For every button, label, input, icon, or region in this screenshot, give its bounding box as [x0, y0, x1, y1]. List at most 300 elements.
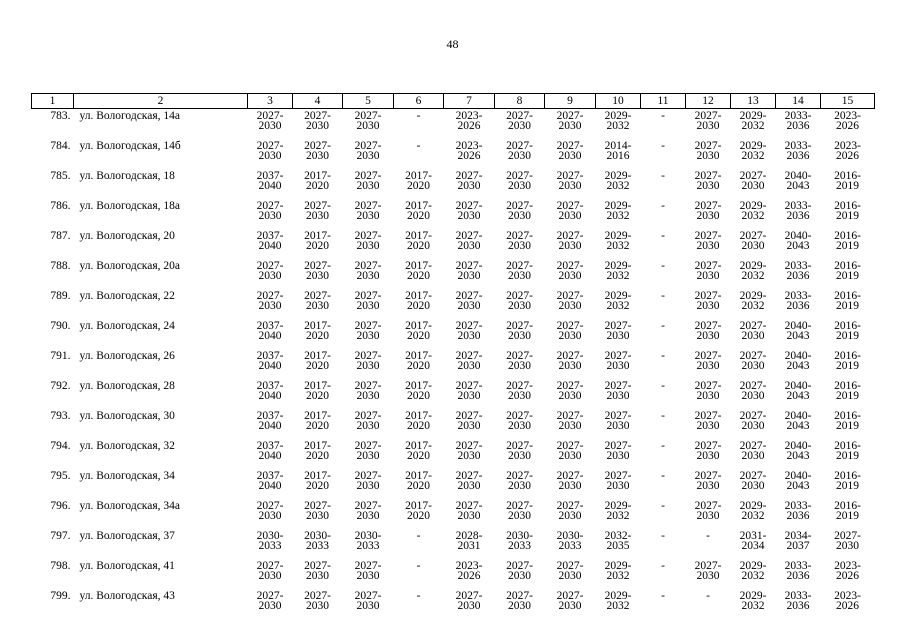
period-end: 2040 — [258, 360, 282, 372]
period-start: - — [416, 140, 421, 152]
period-start: - — [661, 380, 665, 392]
address-cell: ул. Вологодская, 24 — [79, 320, 175, 332]
period-cell — [776, 229, 821, 259]
period-cell — [444, 589, 495, 619]
period-end: 2019 — [836, 420, 859, 432]
period-cell — [394, 409, 444, 439]
period-start: - — [661, 260, 665, 272]
period-end: 2043 — [786, 360, 810, 372]
period-start: 2027- — [256, 590, 284, 602]
period-cell — [248, 319, 293, 349]
period-end: 2019 — [836, 450, 859, 462]
period-cell — [343, 379, 394, 409]
period-end: 2030 — [741, 180, 765, 192]
period-start: 2017- — [405, 350, 432, 362]
period-start: 2027- — [694, 410, 722, 422]
column-header: 2 — [74, 94, 248, 109]
period-start: 2029- — [604, 290, 632, 302]
period-end: 2030 — [356, 600, 380, 612]
period-start: 2027- — [556, 320, 584, 332]
period-cell — [248, 529, 293, 559]
address-cell: ул. Вологодская, 20 — [79, 230, 175, 242]
period-cell — [776, 289, 821, 319]
period-cell — [821, 169, 875, 199]
period-start: 2017- — [405, 410, 432, 422]
table-body — [32, 109, 875, 620]
period-end: 2040 — [258, 420, 282, 432]
row-number: 789. — [50, 290, 71, 302]
column-header: 14 — [776, 94, 821, 109]
column-header: 15 — [821, 94, 875, 109]
period-start: 2033- — [784, 560, 812, 572]
period-end: 2030 — [508, 120, 531, 132]
period-cell — [776, 499, 821, 529]
period-cell — [545, 169, 596, 199]
period-cell — [686, 439, 731, 469]
period-start: 2027- — [455, 500, 483, 512]
period-end: 2035 — [606, 540, 630, 552]
address-cell: ул. Вологодская, 22 — [79, 290, 175, 302]
period-end: 2030 — [508, 240, 531, 252]
period-start: 2027- — [354, 260, 382, 272]
schedule-table — [31, 93, 875, 619]
period-cell — [596, 589, 641, 619]
period-start: 2017- — [405, 470, 432, 482]
period-start: 2016- — [834, 230, 861, 242]
period-start: 2027- — [506, 590, 533, 602]
period-end: 2030 — [558, 120, 582, 132]
period-end: 2030 — [606, 480, 630, 492]
address-cell: ул. Вологодская, 20а — [79, 260, 180, 272]
period-end: 2019 — [836, 510, 859, 522]
period-cell — [495, 529, 545, 559]
period-cell — [495, 229, 545, 259]
period-start: 2027- — [455, 320, 483, 332]
period-end: 2030 — [558, 510, 582, 522]
period-start: 2023- — [455, 560, 483, 572]
period-end: 2030 — [258, 120, 282, 132]
period-start: 2037- — [256, 470, 284, 482]
period-cell — [821, 289, 875, 319]
period-cell — [596, 529, 641, 559]
period-end: 2030 — [258, 510, 282, 522]
period-end: 2030 — [741, 450, 765, 462]
address-cell: ул. Вологодская, 14б — [79, 140, 181, 152]
period-cell — [596, 319, 641, 349]
period-end: 2030 — [306, 270, 329, 282]
period-start: 2027- — [739, 230, 767, 242]
period-cell — [293, 349, 343, 379]
period-start: 2016- — [834, 500, 861, 512]
period-end: 2040 — [258, 480, 282, 492]
period-end: 2030 — [696, 150, 720, 162]
period-end: 2030 — [356, 330, 380, 342]
period-end: 2020 — [407, 420, 430, 432]
period-start: 2023- — [834, 110, 861, 122]
period-start: 2027- — [354, 440, 382, 452]
period-cell — [686, 499, 731, 529]
period-cell — [821, 529, 875, 559]
period-cell — [293, 199, 343, 229]
period-end: 2030 — [558, 210, 582, 222]
period-start: 2030- — [304, 530, 331, 542]
column-header: 6 — [394, 94, 444, 109]
period-start: 2027- — [506, 380, 533, 392]
period-cell — [343, 439, 394, 469]
period-end: 2030 — [457, 330, 481, 342]
period-start: 2027- — [455, 260, 483, 272]
period-start: 2023- — [834, 590, 861, 602]
period-cell — [821, 439, 875, 469]
period-cell — [444, 139, 495, 169]
period-cell — [495, 169, 545, 199]
period-cell — [641, 319, 686, 349]
period-cell — [821, 319, 875, 349]
period-start: 2027- — [739, 440, 767, 452]
period-cell — [731, 229, 776, 259]
period-start: 2027- — [556, 290, 584, 302]
period-cell — [248, 139, 293, 169]
period-end: 2043 — [786, 390, 810, 402]
period-start: 2027- — [694, 290, 722, 302]
period-start: 2027- — [354, 410, 382, 422]
period-start: 2027- — [354, 170, 382, 182]
period-start: - — [416, 110, 421, 122]
period-cell — [394, 109, 444, 140]
period-cell — [821, 139, 875, 169]
period-cell — [641, 379, 686, 409]
period-end: 2043 — [786, 450, 810, 462]
period-cell — [776, 529, 821, 559]
period-end: 2033 — [508, 540, 531, 552]
period-end: 2040 — [258, 390, 282, 402]
period-start: 2031- — [739, 530, 767, 542]
period-cell — [596, 469, 641, 499]
period-cell — [821, 109, 875, 140]
period-start: - — [706, 530, 710, 542]
period-cell — [596, 109, 641, 140]
period-cell — [444, 559, 495, 589]
period-start: 2027- — [694, 380, 722, 392]
column-header: 4 — [293, 94, 343, 109]
period-end: 2030 — [508, 600, 531, 612]
period-end: 2036 — [786, 150, 810, 162]
period-end: 2030 — [356, 150, 380, 162]
period-end: 2032 — [741, 120, 765, 132]
period-start: 2027- — [455, 440, 483, 452]
period-cell — [641, 199, 686, 229]
period-end: 2030 — [696, 480, 720, 492]
period-cell — [495, 409, 545, 439]
period-end: 2036 — [786, 270, 810, 282]
period-cell — [293, 499, 343, 529]
period-end: 2020 — [407, 360, 430, 372]
period-cell — [343, 229, 394, 259]
period-end: 2020 — [306, 330, 329, 342]
period-end: 2026 — [457, 120, 481, 132]
column-header: 8 — [495, 94, 545, 109]
page-number: 48 — [446, 37, 459, 51]
period-start: 2017- — [405, 200, 432, 212]
period-cell — [686, 529, 731, 559]
period-cell — [343, 139, 394, 169]
period-end: 2020 — [306, 420, 329, 432]
row-number: 799. — [50, 590, 71, 602]
period-cell — [821, 469, 875, 499]
period-end: 2030 — [356, 420, 380, 432]
period-end: 2030 — [741, 240, 765, 252]
period-end: 2030 — [306, 570, 329, 582]
period-start: 2033- — [784, 110, 812, 122]
period-start: 2027- — [455, 170, 483, 182]
period-start: 2030- — [506, 530, 533, 542]
period-cell — [686, 109, 731, 140]
period-start: 2027- — [304, 500, 331, 512]
period-end: 2030 — [258, 300, 282, 312]
period-end: 2040 — [258, 450, 282, 462]
period-cell — [596, 439, 641, 469]
period-end: 2030 — [356, 570, 380, 582]
period-cell — [686, 559, 731, 589]
period-cell — [444, 259, 495, 289]
period-start: 2027- — [354, 320, 382, 332]
period-start: 2027- — [354, 560, 382, 572]
period-start: 2017- — [304, 320, 331, 332]
period-cell — [394, 229, 444, 259]
period-end: 2033 — [356, 540, 380, 552]
period-end: 2036 — [786, 510, 810, 522]
period-cell — [641, 469, 686, 499]
table-row — [32, 199, 875, 229]
period-cell — [394, 139, 444, 169]
period-cell — [343, 409, 394, 439]
period-start: 2029- — [739, 560, 767, 572]
period-cell — [776, 559, 821, 589]
period-start: 2030- — [256, 530, 284, 542]
period-start: 2017- — [405, 260, 432, 272]
period-end: 2030 — [606, 390, 630, 402]
period-cell — [821, 589, 875, 619]
period-start: - — [661, 410, 665, 422]
period-cell — [444, 289, 495, 319]
table-row — [32, 379, 875, 409]
period-cell — [394, 259, 444, 289]
period-cell — [248, 499, 293, 529]
period-start: 2027- — [506, 230, 533, 242]
period-start: 2029- — [604, 260, 632, 272]
period-cell — [686, 289, 731, 319]
period-start: 2027- — [694, 230, 722, 242]
period-end: 2019 — [836, 330, 859, 342]
period-start: 2027- — [556, 500, 584, 512]
period-cell — [545, 199, 596, 229]
period-end: 2030 — [457, 480, 481, 492]
period-start: 2037- — [256, 380, 284, 392]
period-start: - — [661, 320, 665, 332]
period-start: 2027- — [506, 200, 533, 212]
period-start: 2017- — [405, 170, 432, 182]
period-start: 2027- — [354, 110, 382, 122]
period-cell — [731, 409, 776, 439]
period-cell — [776, 439, 821, 469]
period-start: 2027- — [256, 200, 284, 212]
period-start: 2027- — [256, 260, 284, 272]
period-start: 2027- — [455, 350, 483, 362]
period-cell — [248, 289, 293, 319]
period-cell — [343, 349, 394, 379]
period-end: 2026 — [457, 150, 481, 162]
period-end: 2030 — [696, 510, 720, 522]
period-end: 2030 — [696, 210, 720, 222]
period-start: 2027- — [556, 350, 584, 362]
period-start: 2032- — [604, 530, 632, 542]
period-start: 2040- — [784, 350, 812, 362]
period-start: - — [661, 530, 665, 542]
period-start: 2027- — [556, 140, 584, 152]
period-start: 2027- — [694, 260, 722, 272]
period-end: 2026 — [836, 120, 859, 132]
period-start: 2016- — [834, 260, 861, 272]
period-cell — [248, 169, 293, 199]
period-end: 2019 — [836, 210, 859, 222]
period-end: 2030 — [558, 300, 582, 312]
period-end: 2030 — [508, 330, 531, 342]
period-start: 2027- — [256, 500, 284, 512]
period-end: 2032 — [606, 300, 630, 312]
period-cell — [495, 499, 545, 529]
period-cell — [641, 589, 686, 619]
period-end: 2020 — [407, 300, 430, 312]
period-start: 2016- — [834, 170, 861, 182]
period-start: - — [661, 500, 665, 512]
period-start: 2029- — [604, 200, 632, 212]
column-header: 13 — [731, 94, 776, 109]
period-end: 2030 — [356, 450, 380, 462]
address-cell: ул. Вологодская, 41 — [79, 560, 175, 572]
period-start: 2027- — [506, 500, 533, 512]
period-end: 2030 — [741, 480, 765, 492]
period-end: 2026 — [836, 150, 859, 162]
period-start: - — [416, 530, 421, 542]
period-start: 2040- — [784, 230, 812, 242]
period-start: - — [416, 590, 421, 602]
period-cell — [776, 109, 821, 140]
period-cell — [444, 199, 495, 229]
period-end: 2030 — [306, 120, 329, 132]
period-cell — [293, 469, 343, 499]
period-cell — [495, 559, 545, 589]
row-number: 783. — [50, 110, 71, 122]
period-cell — [444, 379, 495, 409]
period-start: - — [661, 200, 665, 212]
period-cell — [776, 259, 821, 289]
period-end: 2030 — [696, 570, 720, 582]
period-end: 2030 — [558, 150, 582, 162]
period-cell — [293, 319, 343, 349]
period-start: - — [661, 560, 665, 572]
period-start: 2029- — [739, 590, 767, 602]
period-cell — [495, 439, 545, 469]
period-start: 2029- — [739, 110, 767, 122]
period-end: 2032 — [606, 240, 630, 252]
period-cell — [641, 109, 686, 140]
period-cell — [731, 109, 776, 140]
period-cell — [545, 319, 596, 349]
period-cell — [686, 259, 731, 289]
period-start: 2027- — [694, 320, 722, 332]
period-end: 2020 — [407, 390, 430, 402]
period-end: 2020 — [407, 480, 430, 492]
period-start: 2027- — [256, 290, 284, 302]
period-cell — [248, 109, 293, 140]
row-number: 797. — [50, 530, 71, 542]
period-start: - — [661, 110, 665, 122]
period-cell — [821, 499, 875, 529]
period-cell — [731, 139, 776, 169]
period-cell — [248, 439, 293, 469]
period-cell — [394, 169, 444, 199]
period-start: 2040- — [784, 320, 812, 332]
period-start: 2037- — [256, 170, 284, 182]
period-start: 2028- — [455, 530, 483, 542]
period-end: 2020 — [306, 360, 329, 372]
period-cell — [545, 439, 596, 469]
period-end: 2030 — [356, 240, 380, 252]
period-end: 2030 — [696, 300, 720, 312]
period-end: 2020 — [306, 240, 329, 252]
period-end: 2030 — [696, 420, 720, 432]
period-end: 2020 — [407, 270, 430, 282]
period-end: 2032 — [606, 180, 630, 192]
period-cell — [641, 499, 686, 529]
address-cell: ул. Вологодская, 43 — [79, 590, 175, 602]
period-cell — [596, 289, 641, 319]
period-cell — [293, 379, 343, 409]
period-start: 2040- — [784, 440, 812, 452]
period-cell — [394, 439, 444, 469]
table-row — [32, 409, 875, 439]
period-end: 2020 — [407, 450, 430, 462]
row-number: 798. — [50, 560, 71, 572]
table-row — [32, 139, 875, 169]
period-end: 2030 — [306, 150, 329, 162]
column-header: 7 — [444, 94, 495, 109]
period-start: 2030- — [354, 530, 382, 542]
period-cell — [248, 349, 293, 379]
period-cell — [776, 319, 821, 349]
period-end: 2030 — [306, 600, 329, 612]
period-start: 2037- — [256, 230, 284, 242]
period-end: 2036 — [786, 120, 810, 132]
period-cell — [444, 229, 495, 259]
row-number: 796. — [50, 500, 71, 512]
column-header: 12 — [686, 94, 731, 109]
period-cell — [248, 589, 293, 619]
period-cell — [686, 229, 731, 259]
period-end: 2030 — [696, 450, 720, 462]
address-cell: ул. Вологодская, 18а — [79, 200, 180, 212]
period-start: 2027- — [739, 380, 767, 392]
period-start: 2030- — [556, 530, 584, 542]
period-cell — [821, 379, 875, 409]
period-start: 2040- — [784, 380, 812, 392]
period-end: 2030 — [356, 120, 380, 132]
address-cell: ул. Вологодская, 30 — [79, 410, 175, 422]
period-cell — [821, 349, 875, 379]
period-start: 2027- — [304, 290, 331, 302]
period-start: 2029- — [604, 590, 632, 602]
column-header: 3 — [248, 94, 293, 109]
